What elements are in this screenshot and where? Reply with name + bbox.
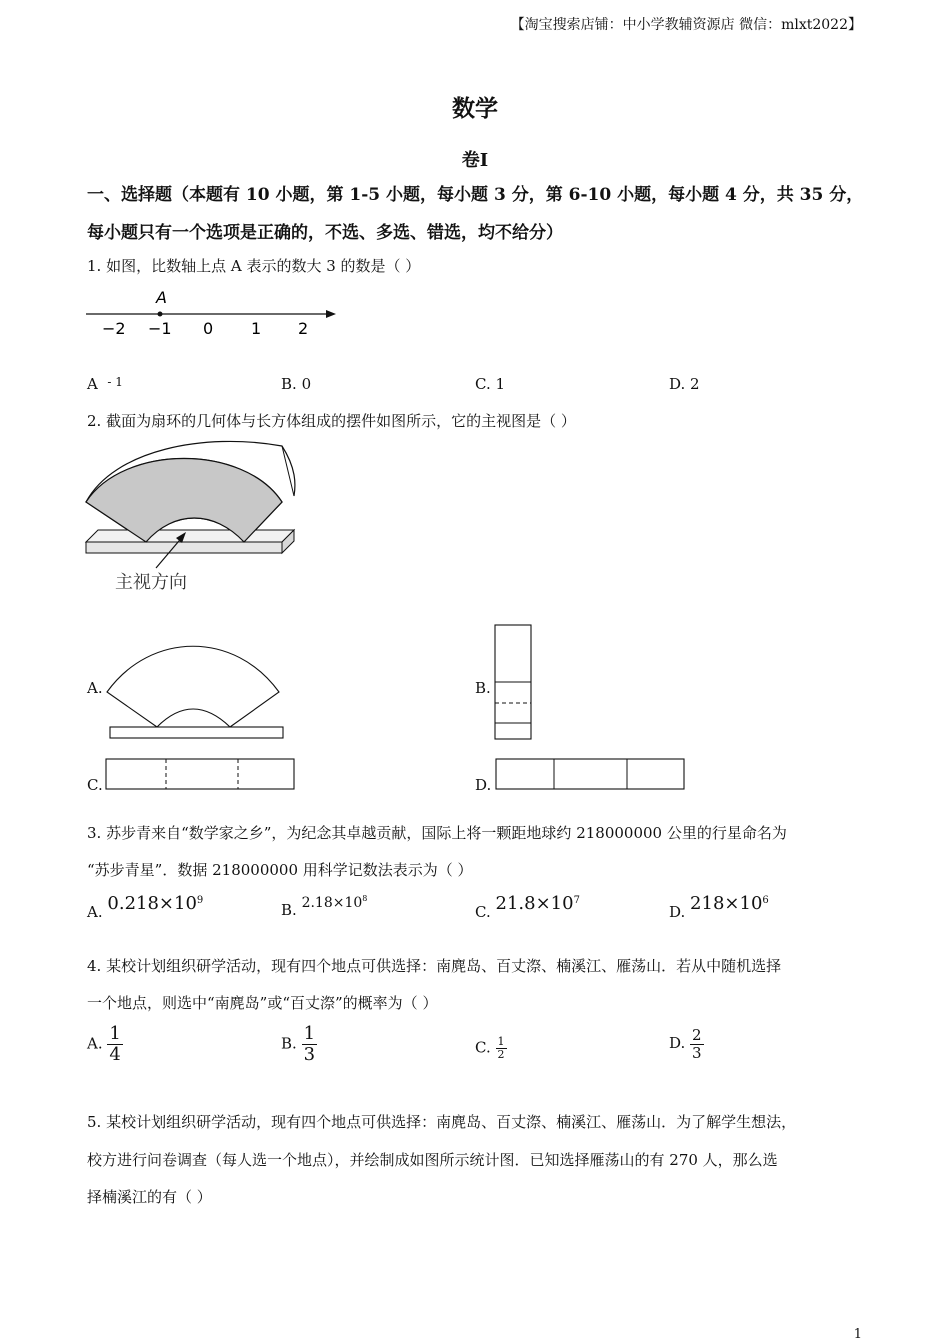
option-value: 2	[690, 375, 700, 393]
q1-number-line	[84, 285, 344, 343]
page-title: 数学	[452, 95, 498, 122]
q3-option-c[interactable]	[475, 893, 580, 921]
section-heading-line1: 一、选择题（本题有 10 小题，第 1-5 小题，每小题 3 分，第 6-10 小题，每小题 4 分，共 35 分，	[87, 185, 864, 205]
option-label: C.	[475, 903, 491, 921]
q3-option-d[interactable]	[669, 893, 769, 921]
option-label: D.	[669, 375, 686, 393]
q3-text-line2: “苏步青星”．数据 218000000 用科学记数法表示为（ ）	[87, 861, 473, 879]
q2-option-c-label[interactable]: C.	[87, 776, 103, 794]
option-mantissa: 0.218	[107, 893, 159, 914]
option-exponent: 7	[573, 895, 580, 906]
option-exponent: 8	[362, 894, 368, 903]
option-exponent: 9	[196, 895, 204, 906]
fraction-denominator: 3	[303, 1043, 316, 1065]
fraction-numerator: 1	[303, 1023, 316, 1044]
q5-text-line2: 校方进行问卷调查（每人选一个地点），并绘制成如图所示统计图．已知选择雁荡山的有 270 人，那么选	[87, 1151, 778, 1169]
option-label: A	[87, 375, 98, 393]
q1-tick-label: 1	[251, 319, 262, 338]
option-times: ×10	[332, 895, 363, 911]
q2-text: 2. 截面为扇环的几何体与长方体组成的摆件如图所示，它的主视图是（ ）	[87, 412, 576, 430]
q2-option-b-label[interactable]: B.	[475, 679, 491, 697]
option-times: ×10	[535, 893, 574, 914]
fraction-numerator: 1	[497, 1035, 505, 1048]
q2-option-d-label[interactable]: D.	[475, 776, 492, 794]
q1-tick-label: −2	[102, 319, 126, 338]
fraction-denominator: 2	[497, 1048, 505, 1062]
fraction-denominator: 4	[109, 1043, 121, 1065]
option-fraction	[302, 1024, 317, 1065]
q1-option-b[interactable]	[281, 375, 311, 393]
option-mantissa: 218	[690, 893, 725, 914]
option-mantissa: 2.18	[301, 895, 333, 911]
option-times: ×10	[158, 893, 197, 914]
option-exponent: 6	[762, 895, 769, 906]
option-fraction	[107, 1024, 122, 1065]
q3-text-line1: 3. 苏步青来自“数学家之乡”，为纪念其卓越贡献，国际上将一颗距地球约 218000000 公里的行星命名为	[87, 824, 787, 842]
q2-ornament-figure	[84, 438, 300, 600]
option-label: B.	[281, 901, 297, 919]
q1-option-a[interactable]	[87, 375, 123, 393]
option-label: A.	[87, 1034, 103, 1053]
q2-option-d-figure[interactable]	[494, 757, 688, 793]
q1-text: 1. 如图，比数轴上点 A 表示的数大 3 的数是（ ）	[87, 257, 421, 275]
option-fraction	[690, 1027, 704, 1061]
option-label: D.	[669, 903, 686, 921]
q5-text-line3: 择楠溪江的有（ ）	[87, 1188, 212, 1206]
q5-text-line1: 5. 某校计划组织研学活动，现有四个地点可供选择：南麂岛、百丈漈、楠溪江、雁荡山．为了解学生想法，	[87, 1113, 797, 1131]
q4-option-c[interactable]	[475, 1036, 507, 1061]
q2-option-c-figure[interactable]	[104, 757, 298, 793]
page-number: 1	[853, 1327, 862, 1342]
q1-tick-label: 0	[203, 319, 214, 338]
option-label: D.	[669, 1034, 686, 1052]
fraction-numerator: 1	[109, 1023, 121, 1044]
option-mantissa: 21.8	[495, 893, 536, 914]
fraction-denominator: 3	[692, 1043, 702, 1062]
q3-option-b[interactable]	[281, 893, 367, 919]
q4-option-a[interactable]	[87, 1024, 123, 1065]
q1-point-label: A	[156, 288, 167, 307]
q4-option-b[interactable]	[281, 1024, 317, 1065]
section-heading-line2: 每小题只有一个选项是正确的，不选、多选、错选，均不给分）	[87, 223, 563, 243]
q4-text-line2: 一个地点，则选中“南麂岛”或“百丈漈”的概率为（ ）	[87, 994, 438, 1012]
option-value: 1	[495, 375, 506, 393]
q2-option-a-figure[interactable]	[105, 645, 290, 743]
option-fraction	[496, 1036, 507, 1061]
option-label: B.	[281, 375, 297, 393]
option-times: ×10	[724, 893, 763, 914]
q1-tick-label: 2	[298, 319, 309, 338]
option-label: B.	[281, 1034, 297, 1053]
q2-option-b-figure[interactable]	[493, 623, 535, 743]
q3-option-a[interactable]	[87, 893, 203, 921]
volume-label: 卷Ⅰ	[461, 150, 489, 171]
q1-point-a	[158, 312, 163, 317]
q1-option-d[interactable]	[669, 375, 700, 393]
option-label: C.	[475, 1038, 491, 1057]
q4-option-d[interactable]	[669, 1027, 704, 1061]
option-label: A.	[87, 903, 103, 921]
fraction-numerator: 2	[692, 1026, 702, 1044]
q1-tick-label: −1	[148, 319, 172, 338]
q4-text-line1: 4. 某校计划组织研学活动，现有四个地点可供选择：南麂岛、百丈漈、楠溪江、雁荡山．若从中随机选择	[87, 957, 782, 975]
q2-figure-caption: 主视方向	[115, 572, 187, 593]
header-note: 【淘宝搜索店铺：中小学教辅资源店 微信：mlxt2022】	[510, 17, 862, 33]
q1-option-c[interactable]	[475, 375, 505, 393]
option-value: 0	[301, 375, 312, 393]
option-label: C.	[475, 375, 491, 393]
q2-option-a-label[interactable]: A.	[87, 679, 103, 697]
option-value: - 1	[107, 375, 123, 389]
